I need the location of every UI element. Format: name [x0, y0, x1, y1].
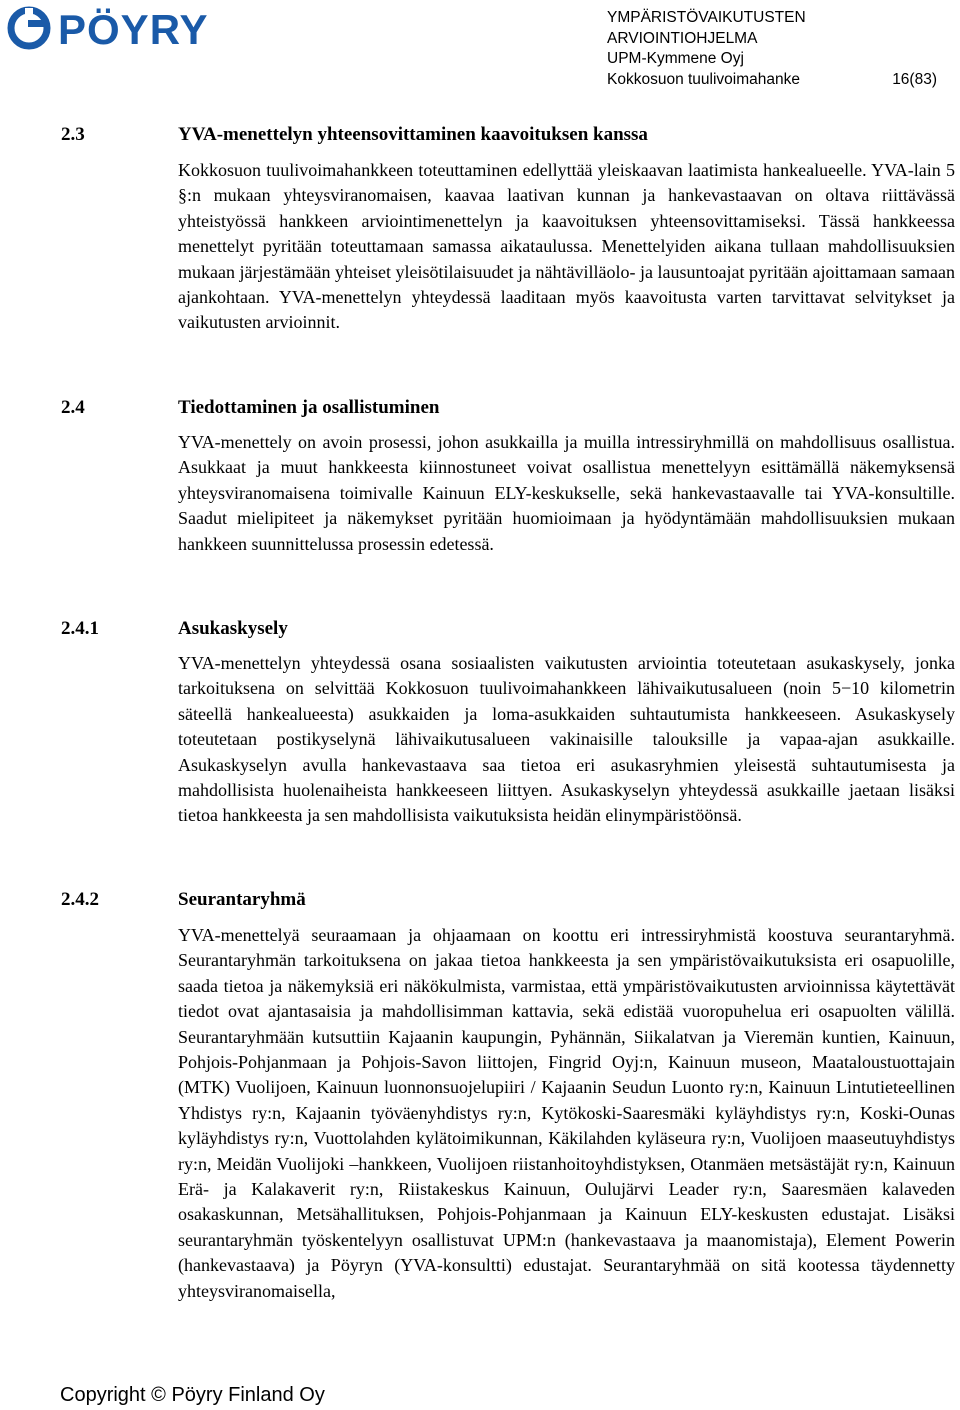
section-title: Tiedottaminen ja osallistuminen — [178, 397, 440, 418]
section-text-2-4-2: YVA-menettelyä seuraamaan ja ohjaamaan on koottu eri intressiryhmistä koostuva seurantaryhmä. Seurantaryhmän tarkoituksena on jakaa tietoa hankkeesta ja sen ympäristövaikutuksista eri osapuolille, saada tietoa ja näkemyksiä eri näkökulmista, varmistaa, että ympäristövaikutusten arvioinnissa käytettävät tiedot ovat ajantasaisia ja mahdollisimman kattavia, sekä edistää vuoropuhelua eri osapuolten välillä. Seurantaryhmään kutsuttiin Kajaanin kaupungin, Pyhännän, Siikalatvan ja Vieremän kuntien, Kainuun, Pohjois-Pohjanmaan ja Pohjois-Savon liittojen, Fingrid Oyj:n, Kainuun museon, Maataloustuottajain (MTK) Vuolijoen, Kainuun luonnonsuojelupiiri / Kajaanin Seudun Luonto ry:n, Kainuun Lintutieteellinen Yhdistys ry:n, Kajaanin työväenyhdistys ry:n, Kytökoski-Saaresmäki kyläyhdistys ry:n, Koski-Ounas kyläyhdistys ry:n, Vuottolahden kylätoimikunnan, Käkilahden kyläseura ry:n, Vuolijoen maaseutuyhdistys ry:n, Meidän Vuolijoki –hankkeen, Vuolijoen riistanhoitoyhdistyksen, Otanmäen metsästäjät ry:n, Kainuun Erä- ja Kalakaverit ry:n, Riistakeskus Kainuun, Oulujärvi Leader ry:n, Saaresmäen kalaveden osakaskunnan, Metsähallituksen, Pohjois-Pohjanmaan ja Kainuun ELY-keskusten edustajat. Lisäksi seurantaryhmän työskentelyyn osallistuvat UPM:n (hankevastaava ja maanomistaja), Element Powerin (hankevastaava) ja Pöyryn (YVA-konsultti) edustajat. Seurantaryhmää on sitä kootessa täydennetty yhteysviranomaisella, — [178, 925, 955, 1301]
project-name: Kokkosuon tuulivoimahanke — [607, 70, 801, 88]
page-number: 16(83) — [892, 70, 937, 88]
section-number: 2.4.2 — [61, 889, 99, 910]
section-title: Asukaskysely — [178, 618, 288, 639]
project-row — [607, 70, 937, 91]
section-number: 2.4 — [61, 397, 85, 418]
section-title: YVA-menettelyn yhteensovittaminen kaavoituksen kanssa — [178, 124, 648, 145]
report-type-line2: ARVIOINTIOHJELMA — [607, 29, 758, 47]
section-text-2-4: YVA-menettely on avoin prosessi, johon asukkailla ja muilla intressiryhmillä on mahdollisuus osallistua. Asukkaat ja muut hankkeesta kiinnostuneet voivat osallistua menettelyyn esittämällä näkemyksensä yhteysviranomaisena toimivalle Kainuun ELY-keskukselle, sekä hankevastaavalle tai YVA-konsultille. Saadut mielipiteet ja näkemykset pyritään huomioimaan ja hyödyntämään mahdollisuuksien mukaan hankkeen suunnittelussa prosessin edetessä. — [178, 432, 955, 554]
section-text-2-3: Kokkosuon tuulivoimahankkeen toteuttaminen edellyttää yleiskaavan laatimista hankealueelle. YVA-lain 5 §:n mukaan yhteysviranomaisen, kaavaa laativan kunnan ja hankevastaavan on oltava riittävässä yhteistyössä hankkeen arviointimenettelyn ja kaavoituksen yhteensovittamiseksi. Tässä hankkeessa menettelyt pyritään toteuttamaan samassa aikataulussa. Menettelyiden aikana tullaan mahdollisuuksien mukaan järjestämään yhteiset yleisötilaisuudet ja nähtävilläolo- ja lausuntoajat pyritään ajoittamaan samaan ajankohtaan. YVA-menettelyn yhteydessä laaditaan myös kaavoitusta varten tarvittavat selvitykset ja vaikutusten arvioinnit. — [178, 160, 955, 333]
section-title: Seurantaryhmä — [178, 889, 306, 910]
report-type-line1: YMPÄRISTÖVAIKUTUSTEN — [607, 9, 806, 26]
poyry-logo — [6, 4, 246, 50]
section-text-2-4-1: YVA-menettelyn yhteydessä osana sosiaalisten vaikutusten arviointia toteutetaan asukaskysely, jonka tarkoituksena on selvittää Kokkosuon tuulivoimahankkeen lähivaikutusalueen (noin 5−10 kilometrin säteellä hankealueesta) asukkaiden ja loma-asukkaiden suhtautumista hankkeeseen. Asukaskysely toteutetaan postikyselynä lähivaikutusalueen vakinaisille talouksille ja vapaa-ajan asukkaille. Asukaskyselyn avulla hankevastaava saa tietoa eri asukasryhmien yleisestä suhtautumisesta ja mahdollisista huolenaiheista hankkeeseen liittyen. Asukaskyselyn yhteydessä asukkaille jaetaan lisäksi tietoa hankkeesta ja sen mahdollisista vaikutuksista heidän elinympäristöönsä. — [178, 653, 955, 826]
section-number: 2.3 — [61, 124, 85, 145]
page-header — [0, 0, 960, 100]
section-number: 2.4.1 — [61, 618, 99, 639]
footer-copyright: Copyright © Pöyry Finland Oy — [60, 1384, 325, 1406]
document-meta — [607, 8, 937, 90]
client-name: UPM-Kymmene Oyj — [607, 50, 744, 67]
poyry-logo-graphic — [6, 4, 246, 50]
svg-text:PÖYRY: PÖYRY — [58, 6, 209, 50]
